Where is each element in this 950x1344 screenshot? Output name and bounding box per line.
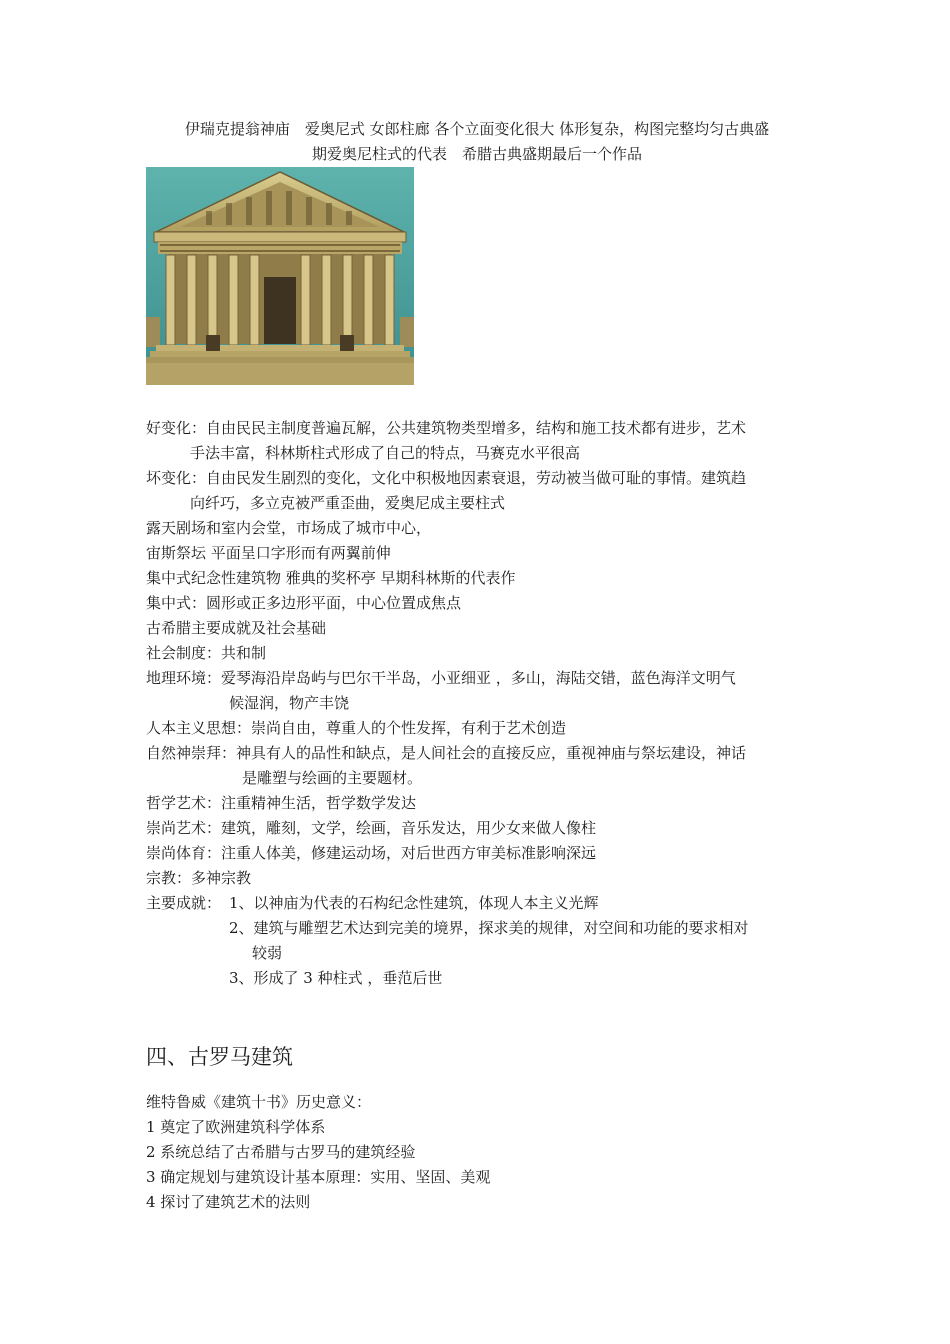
paragraph-theater: 露天剧场和室内会堂，市场成了城市中心， [146, 519, 432, 537]
paragraph-good-change-line-2: 手法丰富，科林斯柱式形成了自己的特点，马赛克水平很高 [190, 444, 581, 462]
achievement-item-3: 3、形成了 3 种柱式 ，垂范后世 [229, 969, 443, 987]
paragraph-bad-change-line-2: 向纤巧，多立克被严重歪曲，爱奥尼成主要柱式 [190, 494, 506, 512]
paragraph-geography-line-1: 地理环境：爱琴海沿岸岛屿与巴尔干半岛，小亚细亚 ，多山，海陆交错，蓝色海洋文明气 [146, 669, 736, 687]
section-intro: 维特鲁威《建筑十书》历史意义： [146, 1093, 372, 1111]
temple-photo [146, 167, 414, 385]
achievements-lead: 主要成就： [146, 894, 222, 912]
paragraph-geography-line-2: 候湿润，物产丰饶 [229, 694, 350, 712]
paragraph-humanism: 人本主义思想：崇尚自由，尊重人的个性发挥，有利于艺术创造 [146, 719, 567, 737]
intro-line-1: 伊瑞克提翁神庙 爱奥尼式 女郎柱廊 各个立面变化很大 体形复杂，构图完整均匀古典盛 [184, 120, 770, 138]
paragraph-nature-worship-line-2: 是雕塑与绘画的主要题材。 [242, 769, 423, 787]
list-item: 2 系统总结了古希腊与古罗马的建筑经验 [146, 1143, 416, 1161]
paragraph-social-system: 社会制度：共和制 [146, 644, 267, 662]
section-heading: 四、古罗马建筑 [146, 1045, 293, 1069]
paragraph-good-change-line-1: 好变化：自由民民主制度普遍瓦解，公共建筑物类型增多，结构和施工技术都有进步，艺术 [146, 419, 747, 437]
paragraph-arts: 崇尚艺术：建筑，雕刻，文学，绘画，音乐发达，用少女来做人像柱 [146, 819, 597, 837]
paragraph-zeus-altar: 宙斯祭坛 平面呈口字形而有两翼前伸 [146, 544, 391, 562]
intro-line-2: 期爱奥尼柱式的代表 希腊古典盛期最后一个作品 [311, 145, 642, 163]
paragraph-centralized: 集中式：圆形或正多边形平面，中心位置成焦点 [146, 594, 462, 612]
paragraph-nature-worship-line-1: 自然神崇拜：神具有人的品性和缺点，是人间社会的直接反应，重视神庙与祭坛建设，神话 [146, 744, 747, 762]
list-item: 4 探讨了建筑艺术的法则 [146, 1193, 311, 1211]
paragraph-bad-change-line-1: 坏变化：自由民发生剧烈的变化，文化中积极地因素衰退，劳动被当做可耻的事情。建筑趋 [146, 469, 747, 487]
list-item: 1 奠定了欧洲建筑科学体系 [146, 1118, 326, 1136]
achievement-item-2-line-1: 2、建筑与雕塑艺术达到完美的境界，探求美的规律，对空间和功能的要求相对 [229, 919, 749, 937]
list-item: 3 确定规划与建筑设计基本原理：实用、坚固、美观 [146, 1168, 491, 1186]
paragraph-centralized-monument: 集中式纪念性建筑物 雅典的奖杯亭 早期科林斯的代表作 [146, 569, 516, 587]
paragraph-greek-achievements-title: 古希腊主要成就及社会基础 [146, 619, 327, 637]
paragraph-sports: 崇尚体育：注重人体美，修建运动场，对后世西方审美标准影响深远 [146, 844, 597, 862]
paragraph-philosophy: 哲学艺术：注重精神生活，哲学数学发达 [146, 794, 417, 812]
paragraph-religion: 宗教：多神宗教 [146, 869, 252, 887]
achievement-item-2-line-2: 较弱 [252, 944, 283, 962]
achievement-item-1: 1、以神庙为代表的石构纪念性建筑，体现人本主义光辉 [229, 894, 599, 912]
